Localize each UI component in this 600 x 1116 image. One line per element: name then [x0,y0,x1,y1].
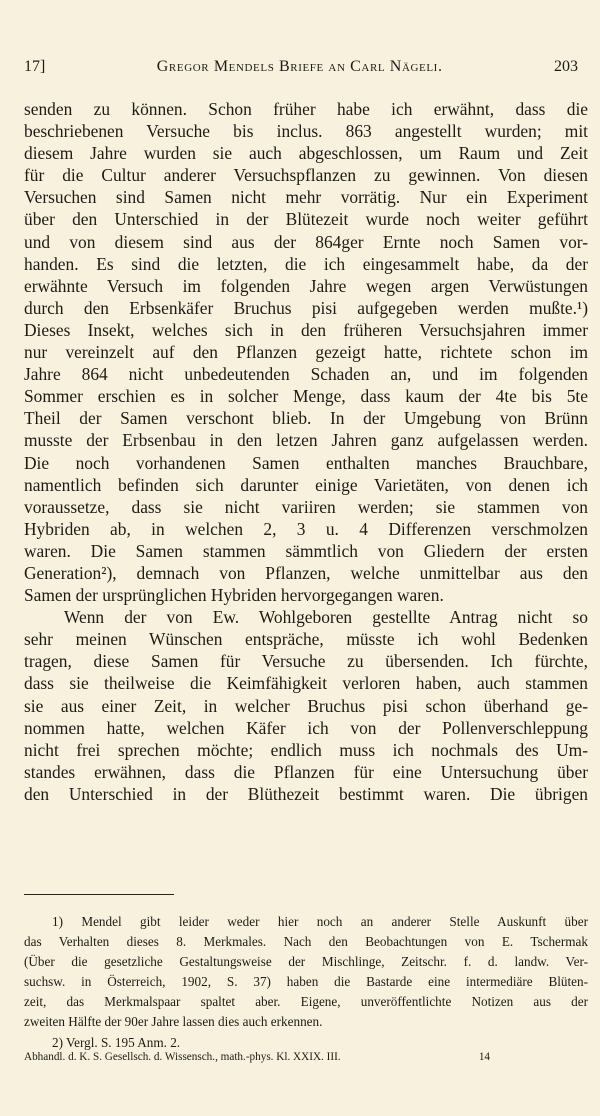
footnote-divider [24,894,174,895]
body-line: handen. Es sind die letzten, die ich eingesammelt habe, da der [24,253,588,274]
page-number: 203 [554,58,578,75]
page-footer [24,1051,490,1063]
running-title: Gregor Mendels Briefe an Carl Nägeli. [156,58,443,75]
chapter-number: 17] [24,58,46,75]
body-line: erwähnte Versuch im folgenden Jahre wegen argen Verwüstungen [24,275,588,296]
body-line: Hybriden ab, in welchen 2, 3 u. 4 Differenzen verschmolzen [24,518,588,539]
body-line: sie aus einer Zeit, in welcher Bruchus pisi schon überhand ge- [24,695,588,716]
body-line: durch den Erbsenkäfer Bruchus pisi aufgegeben werden mußte.¹) [24,297,588,318]
running-header [24,58,578,82]
body-line: Versuchen sind Samen nicht mehr vorrätig. Nur ein Experiment [24,187,588,208]
body-line: senden zu können. Schon früher habe ich erwähnt, dass die [24,99,588,119]
footnote-line: 1) Mendel gibt leider weder hier noch an anderer Stelle Auskunft über [52,914,588,929]
footnote-line: 2) Vergl. S. 195 Anm. 2. [52,1034,181,1050]
body-line: dass sie theilweise die Keimfähigkeit verloren haben, auch stammen [24,673,588,694]
body-line: Samen der ursprünglichen Hybriden hervorgegangen waren. [24,585,444,606]
body-line: den Unterschied in der Blüthezeit bestimmt waren. Die übrigen [24,783,588,804]
footnote-line: suchsw. in Österreich, 1902, S. 37) haben die Bastarde eine intermediäre Blüten- [24,974,588,990]
body-line: Generation²), demnach von Pflanzen, welche unmittelbar aus den [24,562,588,583]
body-line: Die noch vorhandenen Samen enthalten manches Brauchbare, [24,452,588,473]
footnotes [24,912,588,1053]
body-line: Sommer erschien es in solcher Menge, dass kaum der 4te bis 5te [24,386,588,407]
body-line: beschriebenen Versuche bis inclus. 863 angestellt wurden; mit [24,121,588,142]
footnote-line: zweiten Hälfte der 90er Jahre lassen dies auch erkennen. [24,1014,323,1030]
body-line: Theil der Samen verschont blieb. In der Umgebung von Brünn [24,408,588,429]
body-line: musste der Erbsenbau in den letzen Jahren ganz aufgelassen werden. [24,430,588,451]
body-line: über den Unterschied in der Blütezeit wurde noch weiter geführt [24,209,588,230]
body-line: tragen, diese Samen für Versuche zu übersenden. Ich fürchte, [24,651,588,672]
body-line: voraussetze, dass sie nicht variiren werden; sie stammen von [24,496,588,517]
footnote-line: zeit, das Merkmalspaar spaltet aber. Eigene, unveröffentlichte Notizen aus der [24,994,588,1010]
footnote-line: das Verhalten dieses 8. Merkmales. Nach den Beobachtungen von E. Tschermak [24,934,588,950]
footnote-line: (Über die gesetzliche Gestaltungsweise der Mischlinge, Zeitschr. f. d. landw. Ver- [24,954,588,970]
body-line: Wenn der von Ew. Wohlgeboren gestellte Antrag nicht so [64,607,588,628]
body-line: nicht frei sprechen möchte; endlich muss ich nochmals des Um- [24,739,588,760]
publication-line: Abhandl. d. K. S. Gesellsch. d. Wissensch., math.-phys. Kl. XXIX. III. [24,1051,341,1063]
body-line: waren. Die Samen stammen sämmtlich von Gliedern der ersten [24,540,588,561]
body-line: standes erwähnen, dass die Pflanzen für eine Untersuchung über [24,761,588,782]
body-line: nommen hatte, welchen Käfer ich von der Pollenverschleppung [24,717,588,738]
body-line: für die Cultur anderer Versuchspflanzen zu gewinnen. Von diesen [24,165,588,186]
body-text [24,98,588,805]
body-line: Jahre 864 nicht unbedeutenden Schaden an, und im folgenden [24,364,588,385]
body-line: nur vereinzelt auf den Pflanzen gezeigt hatte, richtete schon im [24,342,588,363]
signature-mark: 14 [478,1051,490,1063]
body-line: sehr meinen Wünschen entspräche, müsste ich wohl Bedenken [24,629,588,650]
body-line: und von diesem sind aus der 864ger Ernte noch Samen vor- [24,231,588,252]
body-line: Dieses Insekt, welches sich in den früheren Versuchsjahren immer [24,319,588,340]
body-line: diesem Jahre wurden sie auch abgeschlossen, um Raum und Zeit [24,143,588,164]
body-line: namentlich befinden sich darunter einige Varietäten, von denen ich [24,474,588,495]
